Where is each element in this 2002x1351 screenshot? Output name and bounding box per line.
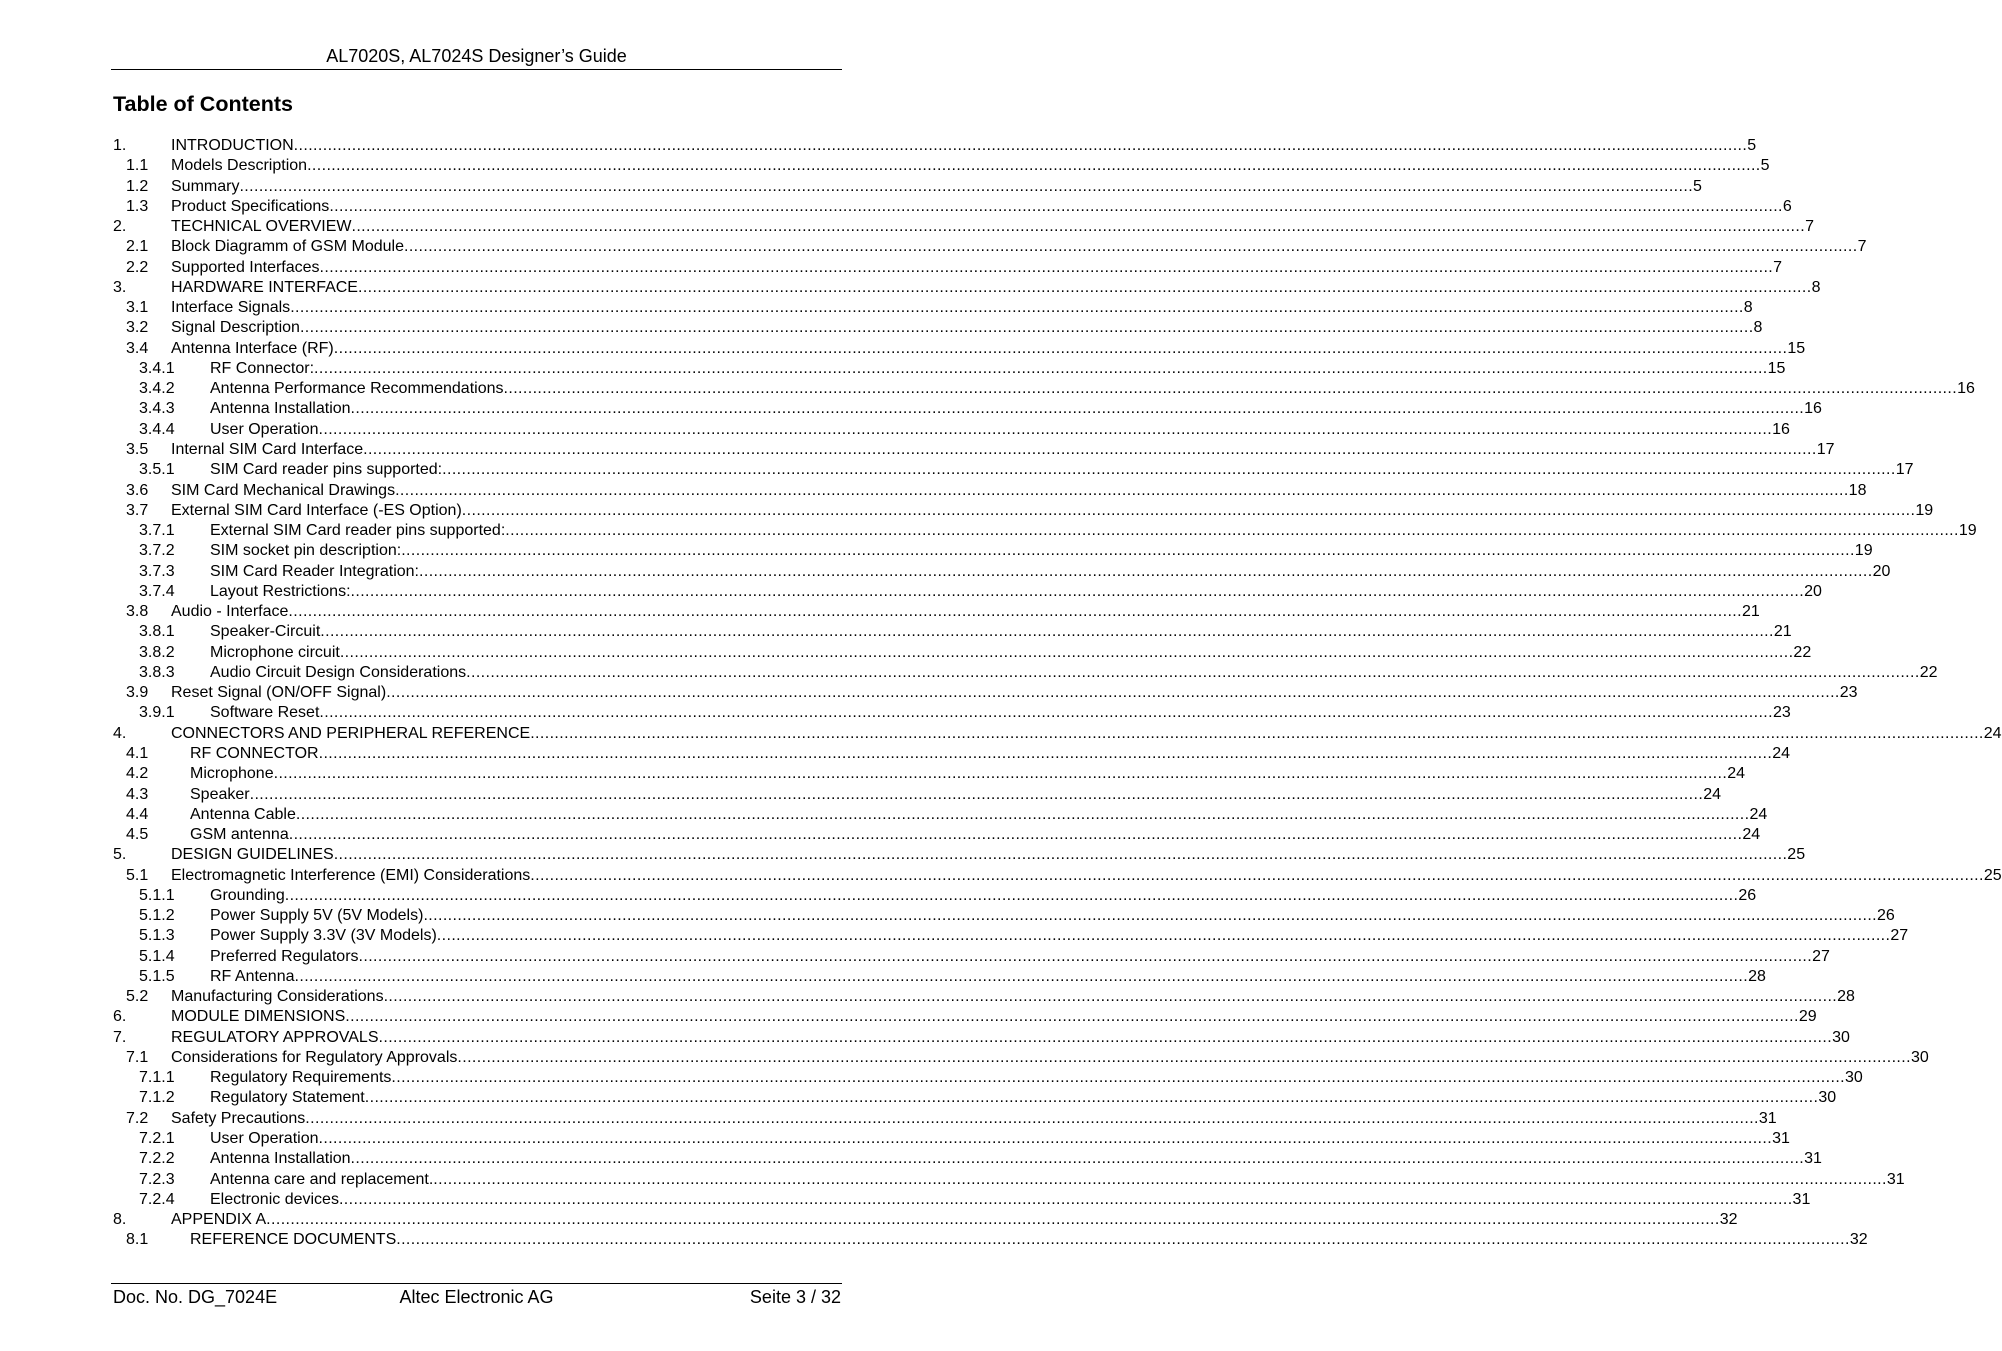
toc-entry[interactable] xyxy=(113,339,1806,359)
dot-leader: ............................................................................................................................................................................................................................................................................................................ xyxy=(273,765,1728,783)
dot-leader: ............................................................................................................................................................................................................................................................................................................ xyxy=(530,724,1984,742)
dot-leader: ............................................................................................................................................................................................................................................................................................................ xyxy=(339,643,1794,661)
dot-leader: ............................................................................................................................................................................................................................................................................................................ xyxy=(239,177,1694,195)
toc-entry-number: 1.2 xyxy=(126,177,149,195)
toc-entry-title: Power Supply 3.3V (3V Models) xyxy=(210,927,437,945)
toc-entry-number: 2. xyxy=(113,218,127,236)
toc-entry-title: Safety Precautions xyxy=(171,1109,306,1127)
toc-entry-page: 23 xyxy=(1772,704,1791,722)
toc-entry-number: 1. xyxy=(113,137,127,154)
dot-leader: ............................................................................................................................................................................................................................................................................................................ xyxy=(284,886,1739,904)
toc-entry-title: Models Description xyxy=(171,157,308,175)
dot-leader: ............................................................................................................................................................................................................................................................................................................ xyxy=(319,704,1773,722)
page-header xyxy=(111,44,842,70)
toc-entry-title: RF Connector: xyxy=(210,359,315,377)
toc-entry-title: Electromagnetic Interference (EMI) Considerations xyxy=(171,866,531,884)
dot-leader: ............................................................................................................................................................................................................................................................................................................ xyxy=(391,1069,1846,1087)
toc-entry-number: 3.7.2 xyxy=(139,542,175,560)
toc-entry-number: 8. xyxy=(113,1211,127,1229)
toc-entry[interactable] xyxy=(113,906,1895,926)
toc-entry[interactable] xyxy=(113,967,1766,987)
toc-entry[interactable] xyxy=(113,866,2002,886)
toc-entry-number: 3.8 xyxy=(126,603,149,621)
toc-entry[interactable] xyxy=(113,785,1721,805)
dot-leader: ............................................................................................................................................................................................................................................................................................................ xyxy=(466,663,1920,681)
toc-entry[interactable] xyxy=(113,541,1873,561)
toc-entry[interactable] xyxy=(113,1230,1868,1250)
toc-entry-number: 3.8.2 xyxy=(139,643,175,661)
toc-entry[interactable] xyxy=(113,1170,1905,1190)
toc-entry[interactable] xyxy=(113,987,1855,1007)
toc-entry-number: 7.2.3 xyxy=(139,1170,175,1188)
toc-entry[interactable] xyxy=(113,683,1858,703)
toc-entry-title: Layout Restrictions: xyxy=(210,582,351,600)
toc-entry[interactable] xyxy=(113,237,1867,257)
dot-leader: ............................................................................................................................................................................................................................................................................................................ xyxy=(396,1231,1850,1249)
dot-leader: ............................................................................................................................................................................................................................................................................................................ xyxy=(307,157,1761,175)
toc-entry-number: 5.1.5 xyxy=(139,967,175,985)
toc-entry[interactable] xyxy=(113,258,1783,278)
toc-entry[interactable] xyxy=(113,926,1909,946)
toc-entry-title: Regulatory Statement xyxy=(210,1089,365,1107)
toc-entry-page: 18 xyxy=(1848,481,1867,499)
toc-entry-number: 3.7.1 xyxy=(139,522,175,540)
toc-entry-number: 5.2 xyxy=(126,988,149,1006)
dot-leader: ............................................................................................................................................................................................................................................................................................................ xyxy=(350,400,1805,418)
dot-leader: ............................................................................................................................................................................................................................................................................................................ xyxy=(338,1190,1793,1208)
toc-entry[interactable] xyxy=(113,399,1822,419)
toc-entry-number: 4.4 xyxy=(126,805,149,823)
toc-entry-title: Block Diagramm of GSM Module xyxy=(171,238,404,256)
toc-entry-number: 3.4.1 xyxy=(139,359,175,377)
toc-entry[interactable] xyxy=(113,1007,1817,1027)
toc-entry-page: 26 xyxy=(1877,907,1895,925)
dot-leader: ............................................................................................................................................................................................................................................................................................................ xyxy=(419,562,1873,580)
toc-entry-page: 26 xyxy=(1738,886,1757,904)
page-number: Seite 3 / 32 xyxy=(749,1287,841,1307)
toc-entry-page: 17 xyxy=(1895,461,1914,479)
toc-entry-number: 3.1 xyxy=(126,299,149,317)
toc-entry-page: 22 xyxy=(1919,663,1938,681)
toc-entry-title: SIM socket pin description: xyxy=(210,542,402,560)
toc-entry-title: Antenna Cable xyxy=(190,805,296,823)
dot-leader: ............................................................................................................................................................................................................................................................................................................ xyxy=(401,542,1855,560)
toc-entry-page: 32 xyxy=(1719,1211,1738,1229)
page-footer xyxy=(111,1283,842,1314)
toc-entry-page: 30 xyxy=(1910,1048,1929,1066)
dot-leader: ............................................................................................................................................................................................................................................................................................................ xyxy=(305,1109,1759,1127)
toc-entry-title: Considerations for Regulatory Approvals xyxy=(171,1048,458,1066)
toc-entry-number: 5.1.3 xyxy=(139,927,175,945)
toc-entry-page: 32 xyxy=(1849,1231,1868,1249)
toc-entry-page: 17 xyxy=(1816,440,1835,458)
toc-entry-page: 6 xyxy=(1782,197,1792,215)
toc-entry-number: 4.2 xyxy=(126,765,149,783)
toc-entry-page: 27 xyxy=(1812,947,1830,965)
toc-entry-number: 4.5 xyxy=(126,826,149,844)
toc-entry-page: 21 xyxy=(1742,603,1760,621)
toc-entry-title: RF CONNECTOR xyxy=(190,744,319,762)
toc-entry-title: Electronic devices xyxy=(210,1190,339,1208)
dot-leader: ............................................................................................................................................................................................................................................................................................................ xyxy=(442,461,1896,479)
dot-leader: ............................................................................................................................................................................................................................................................................................................ xyxy=(319,258,1774,276)
dot-leader: ............................................................................................................................................................................................................................................................................................................ xyxy=(295,805,1750,823)
toc-entry-number: 3.7.3 xyxy=(139,562,175,580)
toc-entry-page: 19 xyxy=(1854,542,1873,560)
toc-entry-title: MODULE DIMENSIONS xyxy=(171,1008,346,1026)
toc-entry-number: 2.1 xyxy=(126,238,149,256)
toc-entry-page: 24 xyxy=(1727,765,1745,783)
toc-entry-number: 7.1.2 xyxy=(139,1089,175,1107)
toc-entry-title: REGULATORY APPROVALS xyxy=(171,1028,379,1046)
toc-entry-title: REFERENCE DOCUMENTS xyxy=(190,1231,397,1249)
toc-entry-number: 5.1.2 xyxy=(139,907,175,925)
dot-leader: ............................................................................................................................................................................................................................................................................................................ xyxy=(505,522,1959,540)
document-number: Doc. No. DG_7024E xyxy=(113,1287,278,1307)
toc-entry[interactable] xyxy=(113,481,1867,501)
toc-entry-title: INTRODUCTION xyxy=(171,137,294,154)
toc-entry-number: 5.1.4 xyxy=(139,947,175,965)
toc-entry-number: 7.2.1 xyxy=(139,1130,175,1148)
toc-entry-title: Summary xyxy=(171,177,240,195)
toc-entry[interactable] xyxy=(113,1190,1811,1210)
toc-entry-number: 3.5.1 xyxy=(139,461,175,479)
toc-entry-title: Microphone circuit xyxy=(210,643,340,661)
toc-entry-number: 3.8.1 xyxy=(139,623,175,641)
toc-entry-page: 25 xyxy=(1983,866,2002,884)
dot-leader: ............................................................................................................................................................................................................................................................................................................ xyxy=(320,623,1774,641)
toc-entry[interactable] xyxy=(113,744,1790,764)
toc-entry[interactable] xyxy=(113,663,1938,683)
toc-entry-title: User Operation xyxy=(210,420,319,438)
toc-entry[interactable] xyxy=(113,1028,1850,1048)
toc-entry-title: Antenna care and replacement. xyxy=(210,1170,434,1188)
toc-entry-page: 30 xyxy=(1845,1069,1863,1087)
dot-leader: ............................................................................................................................................................................................................................................................................................................ xyxy=(288,603,1742,621)
toc-entry[interactable] xyxy=(113,1129,1790,1149)
toc-entry-page: 30 xyxy=(1818,1089,1837,1107)
toc-entry-page: 5 xyxy=(1760,157,1770,175)
toc-entry-title: Regulatory Requirements xyxy=(210,1069,392,1087)
toc-entry-page: 8 xyxy=(1811,278,1821,296)
toc-entry[interactable] xyxy=(113,1109,1777,1129)
toc-entry[interactable] xyxy=(113,562,1891,582)
toc-entry-title: Microphone xyxy=(190,765,274,783)
toc-entry-page: 31 xyxy=(1886,1170,1905,1188)
dot-leader: ............................................................................................................................................................................................................................................................................................................ xyxy=(358,947,1813,965)
dot-leader: ............................................................................................................................................................................................................................................................................................................ xyxy=(351,218,1806,236)
toc-entry[interactable] xyxy=(113,420,1790,440)
toc-entry-number: 3.7 xyxy=(126,501,149,519)
toc-entry-title: Manufacturing Considerations xyxy=(171,988,384,1006)
toc-entry-title: SIM Card Reader Integration: xyxy=(210,562,419,580)
toc-entry-page: 23 xyxy=(1839,684,1858,702)
dot-leader: ............................................................................................................................................................................................................................................................................................................ xyxy=(403,238,1858,256)
toc-entry-page: 27 xyxy=(1890,927,1909,945)
toc-entry-number: 2.2 xyxy=(126,258,149,276)
toc-entry[interactable] xyxy=(113,197,1792,217)
toc-entry-page: 24 xyxy=(1983,724,2002,742)
toc-entry[interactable] xyxy=(113,825,1761,845)
dot-leader: ............................................................................................................................................................................................................................................................................................................ xyxy=(299,319,1754,337)
toc-entry-title: Antenna Installation xyxy=(210,400,351,418)
toc-entry-page: 16 xyxy=(1957,380,1975,398)
dot-leader: ............................................................................................................................................................................................................................................................................................................ xyxy=(333,846,1788,864)
toc-entry-title: Supported Interfaces xyxy=(171,258,320,276)
toc-entry-title: Software Reset xyxy=(210,704,320,722)
toc-entry-page: 31 xyxy=(1772,1130,1790,1148)
toc-entry[interactable] xyxy=(113,703,1791,723)
toc-entry[interactable] xyxy=(113,278,1821,298)
toc-entry-title: Speaker-Circuit xyxy=(210,623,321,641)
toc-entry[interactable] xyxy=(113,501,1934,521)
toc-entry-title: Speaker xyxy=(190,785,250,803)
toc-entry-number: 1.3 xyxy=(126,197,149,215)
toc-entry-title: HARDWARE INTERFACE xyxy=(171,278,358,296)
toc-entry-title: Power Supply 5V (5V Models) xyxy=(210,907,424,925)
toc-entry-title: External SIM Card reader pins supported: xyxy=(210,522,506,540)
toc-entry-page: 20 xyxy=(1872,562,1891,580)
toc-entry-title: RF Antenna xyxy=(210,967,295,985)
toc-entry[interactable] xyxy=(113,521,1977,541)
toc-entry-page: 8 xyxy=(1743,299,1753,317)
toc-entry-title: GSM antenna xyxy=(190,826,289,844)
toc-entry-page: 31 xyxy=(1792,1190,1811,1208)
toc-entry-title: APPENDIX A xyxy=(171,1211,267,1229)
toc-entry-page: 24 xyxy=(1772,744,1790,762)
dot-leader: ............................................................................................................................................................................................................................................................................................................ xyxy=(249,785,1704,803)
toc-entry-page: 7 xyxy=(1773,258,1783,276)
toc-entry-page: 7 xyxy=(1805,218,1814,236)
toc-entry[interactable] xyxy=(113,1048,1929,1068)
toc-entry[interactable] xyxy=(113,1210,1738,1230)
toc-entry-number: 7.1.1 xyxy=(139,1069,175,1087)
toc-entry[interactable] xyxy=(113,440,1835,460)
toc-entry-number: 3.4.4 xyxy=(139,420,175,438)
toc-entry-page: 7 xyxy=(1857,238,1867,256)
toc-entry[interactable] xyxy=(113,1068,1863,1088)
toc-entry-page: 29 xyxy=(1798,1008,1817,1026)
toc-entry-title: Antenna Interface (RF) xyxy=(171,339,334,357)
toc-entry[interactable] xyxy=(113,845,1806,865)
toc-entry-title: Reset Signal (ON/OFF Signal) xyxy=(171,684,387,702)
table-of-contents xyxy=(113,136,2002,1251)
toc-entry-number: 3.5 xyxy=(126,440,149,458)
toc-entry-number: 4.3 xyxy=(126,785,149,803)
toc-entry-title: Audio Circuit Design Considerations xyxy=(210,663,467,681)
toc-entry-number: 3.7.4 xyxy=(139,582,175,600)
dot-leader: ............................................................................................................................................................................................................................................................................................................ xyxy=(345,1008,1799,1026)
toc-entry-number: 7.2 xyxy=(126,1109,149,1127)
toc-entry-page: 8 xyxy=(1753,319,1763,337)
toc-entry-page: 15 xyxy=(1767,359,1786,377)
toc-entry-number: 5.1.1 xyxy=(139,886,175,904)
dot-leader: ............................................................................................................................................................................................................................................................................................................ xyxy=(318,744,1773,762)
dot-leader: ............................................................................................................................................................................................................................................................................................................ xyxy=(395,481,1849,499)
toc-entry-title: External SIM Card Interface (-ES Option) xyxy=(171,501,462,519)
dot-leader: ............................................................................................................................................................................................................................................................................................................ xyxy=(294,967,1749,985)
toc-entry-number: 5. xyxy=(113,846,127,864)
dot-leader: ............................................................................................................................................................................................................................................................................................................ xyxy=(318,420,1773,438)
dot-leader: ............................................................................................................................................................................................................................................................................................................ xyxy=(266,1211,1720,1229)
toc-entry-page: 22 xyxy=(1793,643,1812,661)
toc-entry-page: 28 xyxy=(1837,988,1855,1006)
toc-entry-title: SIM Card reader pins supported: xyxy=(210,461,443,479)
toc-entry-page: 24 xyxy=(1749,805,1768,823)
toc-entry-title: Audio - Interface xyxy=(171,603,289,621)
toc-heading: Table of Contents xyxy=(113,92,293,116)
toc-entry-number: 3.9 xyxy=(126,684,149,702)
toc-entry-page: 5 xyxy=(1693,177,1702,195)
toc-entry-number: 3.4 xyxy=(126,339,149,357)
toc-entry-title: TECHNICAL OVERVIEW xyxy=(171,218,352,236)
dot-leader: ............................................................................................................................................................................................................................................................................................................ xyxy=(364,1089,1819,1107)
toc-entry-number: 3.4.3 xyxy=(139,400,175,418)
toc-entry-page: 31 xyxy=(1758,1109,1777,1127)
toc-entry[interactable] xyxy=(113,602,1760,622)
toc-entry-title: Product Specifications xyxy=(171,197,330,215)
toc-entry-title: Interface Signals xyxy=(171,299,291,317)
toc-entry-title: Grounding xyxy=(210,886,285,904)
toc-entry-page: 20 xyxy=(1804,582,1822,600)
dot-leader: ............................................................................................................................................................................................................................................................................................................ xyxy=(333,339,1788,357)
toc-entry[interactable] xyxy=(113,1088,1837,1108)
toc-entry-page: 15 xyxy=(1787,339,1806,357)
dot-leader: ............................................................................................................................................................................................................................................................................................................ xyxy=(350,1150,1805,1168)
toc-entry-title: DESIGN GUIDELINES xyxy=(171,846,334,864)
toc-entry[interactable] xyxy=(113,622,1792,642)
document-title: AL7020S, AL7024S Designer’s Guide xyxy=(326,46,627,66)
toc-entry-page: 19 xyxy=(1915,501,1934,519)
toc-entry[interactable] xyxy=(113,156,1770,176)
toc-entry-page: 30 xyxy=(1832,1028,1850,1046)
toc-entry-number: 6. xyxy=(113,1008,127,1026)
toc-entry[interactable] xyxy=(113,379,1975,399)
toc-entry-number: 7.1 xyxy=(126,1048,149,1066)
dot-leader: ............................................................................................................................................................................................................................................................................................................ xyxy=(433,1170,1887,1188)
toc-entry-number: 3.2 xyxy=(126,319,149,337)
toc-entry-number: 5.1 xyxy=(126,866,149,884)
toc-entry[interactable] xyxy=(113,1149,1822,1169)
toc-entry-title: Antenna Performance Recommendations xyxy=(210,380,504,398)
toc-entry[interactable] xyxy=(113,217,1814,237)
toc-entry-title: SIM Card Mechanical Drawings xyxy=(171,481,396,499)
dot-leader: ............................................................................................................................................................................................................................................................................................................ xyxy=(363,440,1817,458)
company-name: Altec Electronic AG xyxy=(399,1287,554,1307)
toc-entry-page: 24 xyxy=(1703,785,1721,803)
toc-entry-number: 8.1 xyxy=(126,1231,149,1249)
toc-entry[interactable] xyxy=(113,805,1768,825)
toc-entry-title: Signal Description xyxy=(171,319,300,337)
dot-leader: ............................................................................................................................................................................................................................................................................................................ xyxy=(288,826,1743,844)
toc-entry-number: 1.1 xyxy=(126,157,149,175)
toc-entry-page: 5 xyxy=(1747,137,1757,154)
toc-entry[interactable] xyxy=(113,136,1757,156)
toc-entry[interactable] xyxy=(113,724,2002,744)
toc-entry[interactable] xyxy=(113,359,1786,379)
toc-entry-number: 3.9.1 xyxy=(139,704,175,722)
toc-entry-page: 28 xyxy=(1748,967,1766,985)
dot-leader: ............................................................................................................................................................................................................................................................................................................ xyxy=(461,501,1916,519)
toc-entry[interactable] xyxy=(113,947,1830,967)
toc-entry-page: 16 xyxy=(1804,400,1822,418)
dot-leader: ............................................................................................................................................................................................................................................................................................................ xyxy=(503,380,1958,398)
dot-leader: ............................................................................................................................................................................................................................................................................................................ xyxy=(357,278,1812,296)
toc-entry[interactable] xyxy=(113,764,1745,784)
dot-leader: ............................................................................................................................................................................................................................................................................................................ xyxy=(350,582,1805,600)
dot-leader: ............................................................................................................................................................................................................................................................................................................ xyxy=(314,359,1768,377)
dot-leader: ............................................................................................................................................................................................................................................................................................................ xyxy=(378,1028,1833,1046)
toc-entry-page: 19 xyxy=(1958,522,1977,540)
toc-entry-page: 21 xyxy=(1773,623,1792,641)
toc-entry[interactable] xyxy=(113,318,1763,338)
toc-entry-number: 4.1 xyxy=(126,744,149,762)
dot-leader: ............................................................................................................................................................................................................................................................................................................ xyxy=(457,1048,1911,1066)
toc-entry[interactable] xyxy=(113,643,1812,663)
dot-leader: ............................................................................................................................................................................................................................................................................................................ xyxy=(329,197,1783,215)
toc-entry[interactable] xyxy=(113,298,1753,318)
toc-entry-number: 4. xyxy=(113,724,127,742)
toc-entry-page: 16 xyxy=(1772,420,1790,438)
toc-entry-title: Preferred Regulators xyxy=(210,947,359,965)
toc-entry-title: User Operation xyxy=(210,1130,319,1148)
toc-entry-page: 25 xyxy=(1787,846,1806,864)
toc-entry-title: Internal SIM Card Interface xyxy=(171,440,364,458)
toc-entry[interactable] xyxy=(113,886,1757,906)
toc-entry-number: 3.6 xyxy=(126,481,149,499)
toc-entry-number: 7. xyxy=(113,1028,127,1046)
toc-entry-title: Antenna Installation xyxy=(210,1150,351,1168)
toc-entry[interactable] xyxy=(113,582,1822,602)
toc-entry-number: 7.2.4 xyxy=(139,1190,175,1208)
dot-leader: ............................................................................................................................................................................................................................................................................................................ xyxy=(318,1130,1773,1148)
toc-entry-number: 3.4.2 xyxy=(139,380,175,398)
toc-entry[interactable] xyxy=(113,177,1702,197)
dot-leader: ............................................................................................................................................................................................................................................................................................................ xyxy=(530,866,1984,884)
dot-leader: ............................................................................................................................................................................................................................................................................................................ xyxy=(386,684,1840,702)
dot-leader: ............................................................................................................................................................................................................................................................................................................ xyxy=(423,907,1878,925)
toc-entry-number: 7.2.2 xyxy=(139,1150,175,1168)
toc-entry[interactable] xyxy=(113,460,1914,480)
toc-entry-number: 3.8.3 xyxy=(139,663,175,681)
toc-entry-page: 31 xyxy=(1804,1150,1822,1168)
dot-leader: ............................................................................................................................................................................................................................................................................................................ xyxy=(290,299,1744,317)
toc-entry-title: CONNECTORS AND PERIPHERAL REFERENCE xyxy=(171,724,531,742)
dot-leader: ............................................................................................................................................................................................................................................................................................................ xyxy=(293,137,1748,154)
dot-leader: ............................................................................................................................................................................................................................................................................................................ xyxy=(383,988,1838,1006)
dot-leader: ............................................................................................................................................................................................................................................................................................................ xyxy=(436,927,1891,945)
toc-entry-number: 3. xyxy=(113,278,127,296)
toc-entry-page: 24 xyxy=(1742,826,1761,844)
